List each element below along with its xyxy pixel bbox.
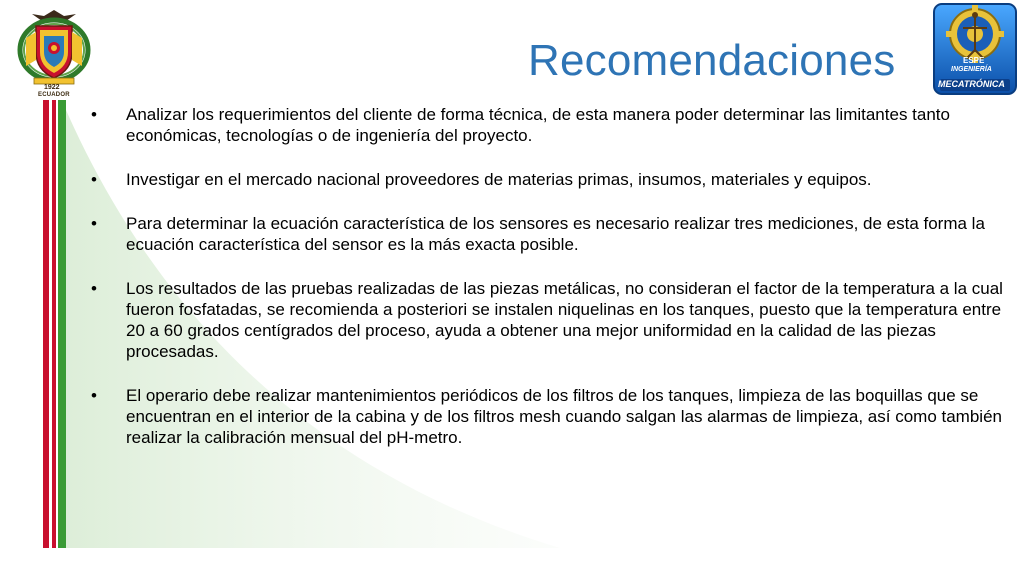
bullet-marker: • xyxy=(91,279,97,298)
bullet-marker: • xyxy=(91,214,97,233)
list-item xyxy=(88,104,1006,146)
left-logo-caption: ECUADOR xyxy=(38,92,70,98)
right-logo-line1: ESPE xyxy=(963,56,985,65)
bullet-text: El operario debe realizar mantenimientos periódicos de los filtros de los tanques, limpieza de las boquillas que se encuentran en el interior de la cabina y de los filtros mesh cuando salgan las alarmas de limpieza, así como también realizar la calibración mensual del pH-metro. xyxy=(126,386,1002,447)
slide-title: Recomendaciones xyxy=(528,36,896,85)
left-logo-year: 1922 xyxy=(44,84,60,91)
list-item xyxy=(88,385,1006,448)
bullet-marker: • xyxy=(91,386,97,405)
list-item xyxy=(88,278,1006,362)
bullet-marker: • xyxy=(91,105,97,124)
bullet-marker: • xyxy=(91,170,97,189)
list-item xyxy=(88,213,1006,255)
bullet-text: Analizar los requerimientos del cliente de forma técnica, de esta manera poder determinar las limitantes tanto económicas, tecnologías o de ingeniería del proyecto. xyxy=(126,105,950,145)
bullet-text: Para determinar la ecuación característica de los sensores es necesario realizar tres mediciones, de esta forma la ecuación característica del sensor es la más exacta posible. xyxy=(126,214,985,254)
bullet-text: Investigar en el mercado nacional proveedores de materias primas, insumos, materiales y equipos. xyxy=(126,170,872,189)
recommendations-list xyxy=(88,104,1006,471)
right-logo-line2: INGENIERÍA xyxy=(951,66,992,73)
list-item xyxy=(88,169,1006,190)
left-green-stripe xyxy=(58,100,66,548)
left-red-stripe-inner xyxy=(52,100,56,548)
right-logo-line3: MECATRÓNICA xyxy=(938,79,1005,89)
bullet-text: Los resultados de las pruebas realizadas de las piezas metálicas, no consideran el factor de la temperatura a la cual fueron fosfatadas, se recomienda a posteriori se instalen niquelinas en los tanques, puesto que la temperatura entre 20 a 60 grados centígrados del proceso, ayuda a obtener una mejor uniformidad en la calidad de las piezas procesadas. xyxy=(126,279,1003,361)
